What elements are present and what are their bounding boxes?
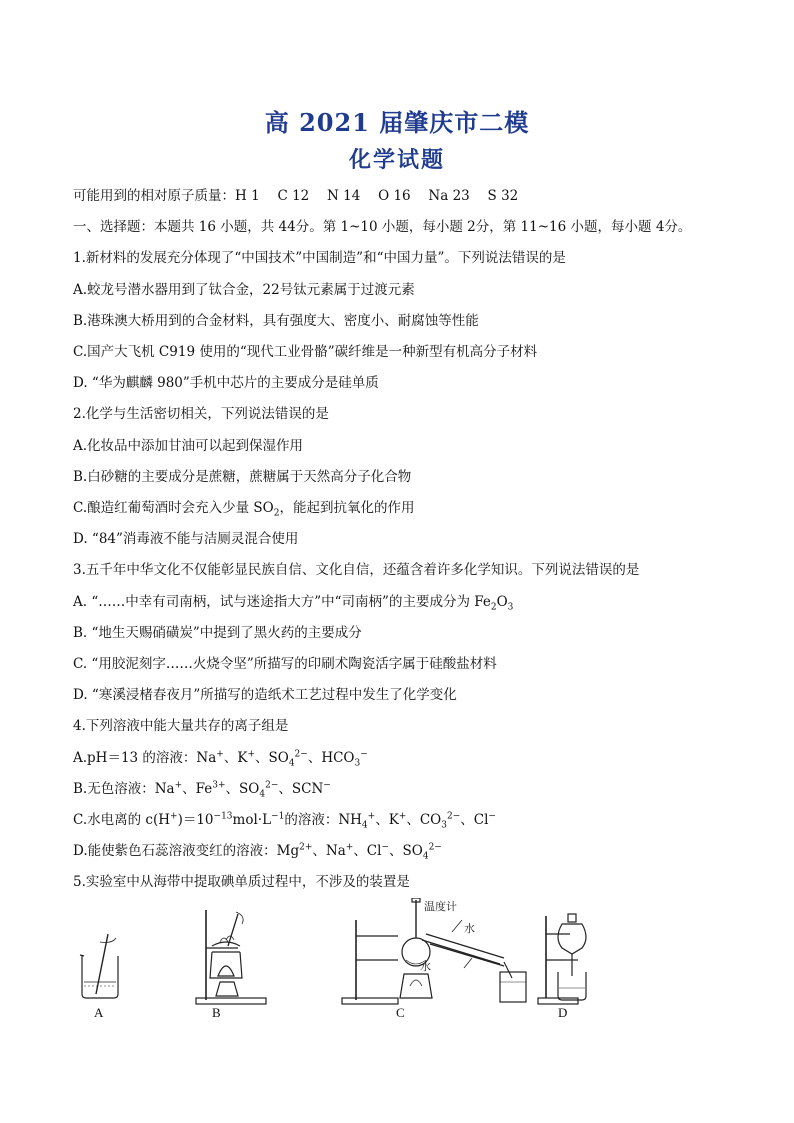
heating-apparatus [196,910,266,1004]
section-intro: 一、选择题：本题共 16 小题，共 44分。第 1~10 小题，每小题 2分，第 11~16 小题，每小题 4分。 [73,219,692,235]
q4-option-a: A.pH＝13 的溶液：Na+、K+、$SO_4^{2-}$、$HCO_3^-$ [73,749,368,769]
q2-stem: 2.化学与生活密切相关，下列说法错误的是 [73,406,329,422]
apparatus-label-d: D [558,1005,568,1020]
atomic-masses: 可能用到的相对原子质量：H 1 C 12 N 14 O 16 Na 23 S 32 [73,188,519,204]
apparatus-figure [60,898,620,1028]
exam-title: 高 2021 届肇庆市二模 [264,108,530,137]
q3-stem: 3.五千年中华文化不仅能彰显民族自信、文化自信，还蕴含着许多化学知识。下列说法错误的是 [73,562,640,578]
separatory-funnel-apparatus [538,914,586,1004]
q5-stem: 5.实验室中从海带中提取碘单质过程中，不涉及的装置是 [73,874,410,890]
q4-option-b: B.无色溶液：Na+、$Fe^{3+}$、$SO_4^{2-}$、SCN− [73,780,331,800]
apparatus-label-a: A [94,1005,104,1020]
beaker-stirring-apparatus [80,934,118,998]
q4-stem: 4.下列溶液中能大量共存的离子组是 [73,718,289,734]
q2-option-b: B.白砂糖的主要成分是蔗糖，蔗糖属于天然高分子化合物 [73,469,412,485]
exam-subtitle: 化学试题 [348,147,445,173]
q1-option-c: C.国产大飞机 C919 使用的“现代工业骨骼”碳纤维是一种新型有机高分子材料 [73,344,538,360]
q3-option-a: A. “……中幸有司南柄，试与迷途指大方”中“司南柄”的主要成分为 $Fe_2O_3$ [73,594,514,613]
q1-option-d: D. “华为麒麟 980”手机中芯片的主要成分是硅单质 [73,375,379,391]
q1-option-a: A.蛟龙号潜水器用到了钛合金，22号钛元素属于过渡元素 [73,282,415,298]
q3-option-c: C. “用胶泥刻字……火烧令坚”所描写的印刷术陶瓷活字属于硅酸盐材料 [73,656,497,672]
apparatus-label-b: B [212,1005,221,1020]
q4-option-c: C.水电离的 $c(H^+)=10^{-13}mol\cdot L^{-1}$的溶液：$NH_4^+$、K+、$CO_3^{2-}$、Cl− [73,811,496,831]
q4-option-d: D.能使紫色石蕊溶液变红的溶液：$Mg^{2+}$、Na+、Cl−、$SO_4^{2-}$ [73,842,442,862]
q3-option-b: B. “地生天赐硝磺炭”中提到了黑火药的主要成分 [73,625,362,641]
thermometer-label: 温度计 [424,900,457,913]
q2-option-c: C.酿造红葡萄酒时会充入少量 $SO_2$，能起到抗氧化的作用 [73,500,415,519]
apparatus-drawing [60,898,620,1028]
q1-option-b: B.港珠澳大桥用到的合金材料，具有强度大、密度小、耐腐蚀等性能 [73,313,479,329]
water-in-label: 水 [464,922,475,935]
q1-stem: 1.新材料的发展充分体现了“中国技术”中国制造”和“中国力量”。下列说法错误的是 [73,250,566,266]
q2-option-a: A.化妆品中添加甘油可以起到保湿作用 [73,438,304,454]
distillation-apparatus [342,898,526,1004]
q3-option-d: D. “寒溪浸楮春夜月”所描写的造纸术工艺过程中发生了化学变化 [73,687,457,703]
water-out-label: 水 [420,960,431,973]
q2-option-d: D. “84”消毒液不能与洁厕灵混合使用 [73,531,299,547]
apparatus-label-c: C [396,1005,405,1020]
